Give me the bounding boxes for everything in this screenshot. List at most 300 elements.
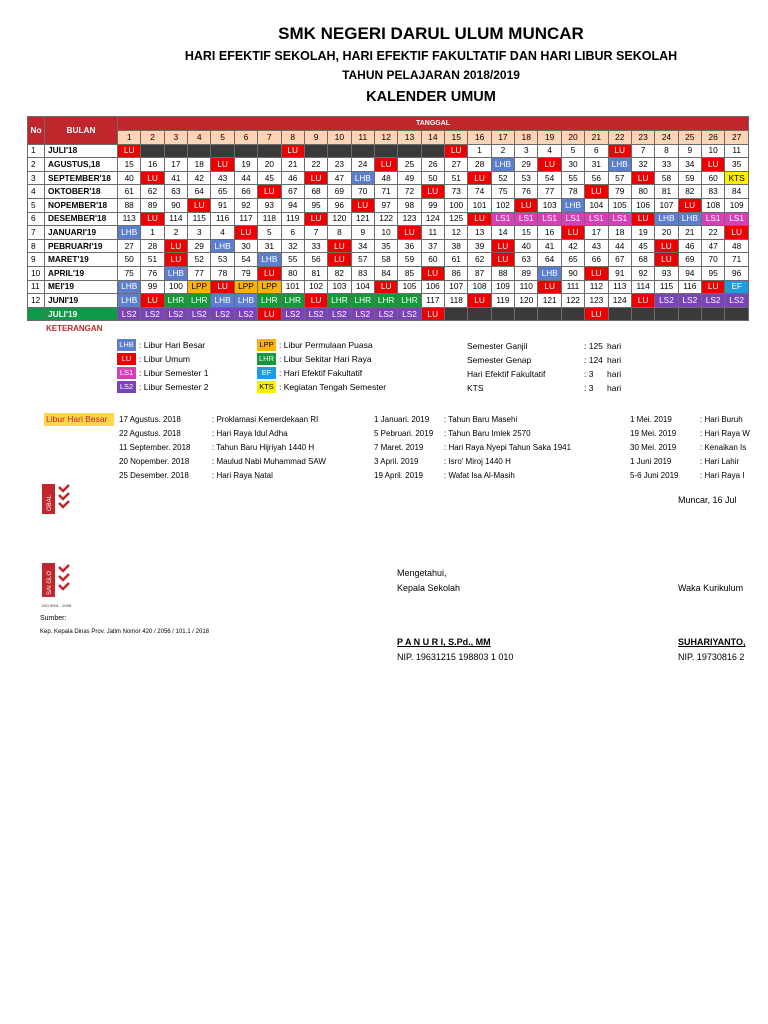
day-cell: 96 bbox=[328, 198, 351, 212]
month-name: MEI'19 bbox=[45, 280, 118, 294]
day-cell: 73 bbox=[445, 185, 468, 199]
day-cell: 9 bbox=[678, 144, 701, 158]
waka-name: SUHARIYANTO, bbox=[678, 637, 746, 647]
code-cell-lu: LU bbox=[188, 198, 211, 212]
empty-cell bbox=[351, 144, 374, 158]
code-cell-lu: LU bbox=[468, 212, 491, 226]
legend-text: : Libur Permulaan Puasa bbox=[279, 340, 373, 350]
empty-cell bbox=[491, 307, 514, 321]
day-cell: 107 bbox=[655, 198, 678, 212]
code-cell-lu: LU bbox=[304, 171, 327, 185]
day-cell: 118 bbox=[445, 294, 468, 308]
day-cell: 53 bbox=[211, 253, 234, 267]
month-row bbox=[28, 212, 749, 226]
legend-code: EF bbox=[257, 367, 276, 379]
day-cell: 93 bbox=[258, 198, 281, 212]
legend-code: LHR bbox=[258, 354, 274, 363]
code-cell-lu: LU bbox=[258, 266, 281, 280]
holiday-desc: : Hari Raya W bbox=[700, 429, 750, 438]
day-cell: 89 bbox=[515, 266, 538, 280]
day-header: 4 bbox=[188, 130, 211, 144]
day-cell: 76 bbox=[141, 266, 164, 280]
day-cell: 63 bbox=[164, 185, 187, 199]
day-cell: 3 bbox=[188, 226, 211, 240]
waka-nip: NIP. 19730816 2 bbox=[678, 652, 745, 662]
day-cell: 72 bbox=[398, 185, 421, 199]
day-cell: 60 bbox=[701, 171, 724, 185]
day-cell: 45 bbox=[258, 171, 281, 185]
month-name: JUNI'19 bbox=[45, 294, 118, 308]
day-cell: 51 bbox=[445, 171, 468, 185]
day-header: 20 bbox=[561, 130, 584, 144]
holiday-date: 1 Mei. 2019 bbox=[630, 415, 672, 424]
day-cell: 30 bbox=[234, 239, 257, 253]
day-cell: 65 bbox=[211, 185, 234, 199]
day-header: 16 bbox=[468, 130, 491, 144]
legend-text: : Kegiatan Tengah Semester bbox=[279, 382, 387, 392]
code-cell-lu: LU bbox=[561, 226, 584, 240]
day-cell: 74 bbox=[468, 185, 491, 199]
source-text: Kep. Kepala Dinas Prov. Jatim Nomor 420 / 2056 / 101.1 / 2018 bbox=[40, 629, 209, 635]
holiday-desc: : Wafat Isa Al-Masih bbox=[444, 471, 515, 480]
code-cell-lu: LU bbox=[374, 280, 397, 294]
day-header: 2 bbox=[141, 130, 164, 144]
day-cell: 79 bbox=[234, 266, 257, 280]
code-cell-lu: LU bbox=[398, 226, 421, 240]
holiday-desc: : Hari Raya Nyepi Tahun Saka 1941 bbox=[444, 443, 572, 452]
day-cell: 88 bbox=[118, 198, 141, 212]
day-cell: 31 bbox=[585, 158, 608, 172]
holiday-date: 17 Agustus. 2018 bbox=[119, 415, 181, 424]
holiday-desc: : Kenaikan Is bbox=[700, 443, 747, 452]
empty-cell bbox=[211, 144, 234, 158]
empty-cell bbox=[468, 307, 491, 321]
day-cell: 46 bbox=[678, 239, 701, 253]
code-cell-lu: LU bbox=[141, 212, 164, 226]
iso-text: ISO 9001 : 2008 bbox=[42, 603, 72, 608]
holiday-desc: : Hari Raya I bbox=[700, 471, 745, 480]
empty-cell bbox=[701, 307, 724, 321]
legend-title: KETERANGAN bbox=[46, 324, 103, 333]
day-cell: 19 bbox=[631, 226, 654, 240]
day-cell: 19 bbox=[234, 158, 257, 172]
holiday-desc: : Hari Lahir bbox=[700, 457, 740, 466]
empty-cell bbox=[445, 307, 468, 321]
day-cell: 82 bbox=[328, 266, 351, 280]
day-cell: 76 bbox=[515, 185, 538, 199]
day-header: 11 bbox=[351, 130, 374, 144]
code-cell-lu: LU bbox=[585, 266, 608, 280]
day-cell: 32 bbox=[281, 239, 304, 253]
code-cell-ls1: LS1 bbox=[491, 212, 514, 226]
day-cell: 84 bbox=[374, 266, 397, 280]
day-cell: 29 bbox=[188, 239, 211, 253]
code-cell-lhr: LHR bbox=[188, 294, 211, 308]
day-cell: 94 bbox=[281, 198, 304, 212]
day-cell: 10 bbox=[701, 144, 724, 158]
day-cell: 95 bbox=[701, 266, 724, 280]
month-row bbox=[28, 253, 749, 267]
empty-cell bbox=[725, 307, 749, 321]
code-cell-ls2: LS2 bbox=[188, 307, 211, 321]
code-cell-lu: LU bbox=[678, 198, 701, 212]
day-cell: 70 bbox=[701, 253, 724, 267]
day-cell: 116 bbox=[211, 212, 234, 226]
code-cell-lu: LU bbox=[421, 185, 444, 199]
day-cell: 58 bbox=[655, 171, 678, 185]
legend-item bbox=[257, 381, 386, 393]
code-cell-lu: LU bbox=[304, 212, 327, 226]
code-cell-lhb: LHB bbox=[211, 294, 234, 308]
day-cell: 125 bbox=[445, 212, 468, 226]
code-cell-lu: LU bbox=[491, 253, 514, 267]
row-number: 10 bbox=[28, 266, 45, 280]
code-cell-ls2: LS2 bbox=[725, 294, 749, 308]
month-name: JULI'18 bbox=[45, 144, 118, 158]
code-cell-ls2: LS2 bbox=[328, 307, 351, 321]
day-cell: 45 bbox=[631, 239, 654, 253]
code-cell-lu: LU bbox=[631, 294, 654, 308]
legend-text: : Hari Efektif Fakultatif bbox=[279, 368, 363, 378]
day-cell: 101 bbox=[281, 280, 304, 294]
month-name: PEBRUARI'19 bbox=[45, 239, 118, 253]
day-cell: 64 bbox=[188, 185, 211, 199]
day-cell: 75 bbox=[491, 185, 514, 199]
day-cell: 1 bbox=[468, 144, 491, 158]
day-cell: 12 bbox=[445, 226, 468, 240]
day-cell: 109 bbox=[491, 280, 514, 294]
code-cell-lu: LU bbox=[538, 158, 561, 172]
day-cell: 124 bbox=[608, 294, 631, 308]
code-cell-lu: LU bbox=[631, 171, 654, 185]
day-cell: 69 bbox=[678, 253, 701, 267]
day-cell: 77 bbox=[538, 185, 561, 199]
code-cell-lu: LU bbox=[374, 158, 397, 172]
day-cell: 99 bbox=[141, 280, 164, 294]
day-cell: 60 bbox=[421, 253, 444, 267]
day-cell: 117 bbox=[421, 294, 444, 308]
code-cell-ls1: LS1 bbox=[701, 212, 724, 226]
code-cell-lu: LU bbox=[328, 239, 351, 253]
day-cell: 120 bbox=[515, 294, 538, 308]
day-cell: 57 bbox=[351, 253, 374, 267]
empty-cell bbox=[655, 307, 678, 321]
day-cell: 18 bbox=[608, 226, 631, 240]
holiday-date: 22 Agustus. 2018 bbox=[119, 429, 181, 438]
legend-item bbox=[117, 367, 208, 379]
day-header: 25 bbox=[678, 130, 701, 144]
holiday-date: 20 Nopember. 2018 bbox=[119, 457, 190, 466]
month-row bbox=[28, 226, 749, 240]
source-label: Sumber: bbox=[40, 615, 67, 622]
code-cell-lhb: LHB bbox=[234, 294, 257, 308]
day-cell: 33 bbox=[304, 239, 327, 253]
empty-cell bbox=[304, 144, 327, 158]
day-header: 12 bbox=[374, 130, 397, 144]
empty-cell bbox=[398, 144, 421, 158]
day-cell: 63 bbox=[515, 253, 538, 267]
day-cell: 80 bbox=[631, 185, 654, 199]
day-cell: 108 bbox=[701, 198, 724, 212]
day-header: 10 bbox=[328, 130, 351, 144]
day-cell: 43 bbox=[211, 171, 234, 185]
code-cell-lpp: LPP bbox=[188, 280, 211, 294]
day-cell: 38 bbox=[445, 239, 468, 253]
legend-text: : Libur Sekitar Hari Raya bbox=[279, 354, 372, 364]
day-cell: 58 bbox=[374, 253, 397, 267]
legend-text: : Libur Semester 2 bbox=[139, 382, 209, 392]
day-cell: 97 bbox=[374, 198, 397, 212]
semester-value: : 125 bbox=[584, 341, 603, 351]
day-cell: 118 bbox=[258, 212, 281, 226]
row-number: 11 bbox=[28, 280, 45, 294]
code-cell-lhr: LHR bbox=[164, 294, 187, 308]
day-cell: 28 bbox=[141, 239, 164, 253]
day-cell: 2 bbox=[164, 226, 187, 240]
month-row bbox=[28, 185, 749, 199]
day-cell: 32 bbox=[631, 158, 654, 172]
day-cell: 99 bbox=[421, 198, 444, 212]
day-cell: 84 bbox=[725, 185, 749, 199]
day-cell: 109 bbox=[725, 198, 749, 212]
empty-cell bbox=[631, 307, 654, 321]
day-cell: 10 bbox=[374, 226, 397, 240]
empty-cell bbox=[258, 144, 281, 158]
holiday-desc: : Isro' Miroj 1440 H bbox=[444, 457, 511, 466]
empty-cell bbox=[561, 307, 584, 321]
empty-cell bbox=[234, 144, 257, 158]
code-cell-lu: LU bbox=[631, 212, 654, 226]
code-cell-ls2: LS2 bbox=[701, 294, 724, 308]
code-cell-lu: LU bbox=[211, 280, 234, 294]
day-cell: 26 bbox=[421, 158, 444, 172]
legend-item bbox=[257, 339, 373, 351]
code-cell-ls1: LS1 bbox=[608, 212, 631, 226]
day-cell: 71 bbox=[725, 253, 749, 267]
code-cell-lhb: LHB bbox=[491, 158, 514, 172]
code-cell-lu: LU bbox=[515, 198, 538, 212]
day-cell: 51 bbox=[141, 253, 164, 267]
empty-cell bbox=[421, 144, 444, 158]
day-cell: 101 bbox=[468, 198, 491, 212]
day-cell: 82 bbox=[678, 185, 701, 199]
legend-code: LS1 bbox=[117, 367, 136, 379]
day-cell: 107 bbox=[445, 280, 468, 294]
code-cell-ls1: LS1 bbox=[725, 212, 749, 226]
semester-label: Semester Ganjil bbox=[467, 341, 528, 351]
day-cell: 31 bbox=[258, 239, 281, 253]
holiday-desc: : Hari Raya Idul Adha bbox=[212, 429, 288, 438]
day-header: 8 bbox=[281, 130, 304, 144]
month-name: DESEMBER'18 bbox=[45, 212, 118, 226]
day-cell: 18 bbox=[188, 158, 211, 172]
empty-cell bbox=[608, 307, 631, 321]
day-cell: 42 bbox=[188, 171, 211, 185]
code-cell-lu: LU bbox=[118, 144, 141, 158]
empty-cell bbox=[188, 144, 211, 158]
day-cell: 105 bbox=[608, 198, 631, 212]
day-cell: 78 bbox=[211, 266, 234, 280]
day-cell: 39 bbox=[468, 239, 491, 253]
holiday-desc: : Hari Raya Natal bbox=[212, 471, 273, 480]
school-year: TAHUN PELAJARAN 2018/2019 bbox=[342, 68, 520, 82]
semester-label: Hari Efektif Fakultatif bbox=[467, 369, 546, 379]
day-cell: 59 bbox=[678, 171, 701, 185]
holiday-date: 1 Juni 2019 bbox=[630, 457, 672, 466]
code-cell-ls2: LS2 bbox=[164, 307, 187, 321]
row-number: 6 bbox=[28, 212, 45, 226]
day-cell: 5 bbox=[258, 226, 281, 240]
day-cell: 83 bbox=[351, 266, 374, 280]
code-cell-lu: LU bbox=[211, 158, 234, 172]
day-header: 5 bbox=[211, 130, 234, 144]
code-cell-ls2: LS2 bbox=[398, 307, 421, 321]
day-cell: 59 bbox=[398, 253, 421, 267]
day-cell: 68 bbox=[304, 185, 327, 199]
code-cell-lu: LU bbox=[725, 226, 749, 240]
code-cell-ls2: LS2 bbox=[374, 307, 397, 321]
day-cell: 15 bbox=[118, 158, 141, 172]
day-cell: 98 bbox=[398, 198, 421, 212]
day-cell: 104 bbox=[585, 198, 608, 212]
day-cell: 77 bbox=[188, 266, 211, 280]
code-cell-lhb: LHB bbox=[118, 226, 141, 240]
day-header: 24 bbox=[655, 130, 678, 144]
semester-value: : 3 bbox=[584, 383, 594, 393]
school-title: SMK NEGERI DARUL ULUM MUNCAR bbox=[278, 24, 584, 43]
waka-kurikulum-text: Waka Kurikulum bbox=[678, 583, 744, 593]
code-cell-lu: LU bbox=[655, 239, 678, 253]
legend-item bbox=[257, 367, 362, 379]
global-logo-text: OBAL bbox=[47, 494, 53, 511]
code-cell-ls2: LS2 bbox=[141, 307, 164, 321]
holiday-label: Libur Hari Besar bbox=[44, 413, 114, 426]
day-cell: 115 bbox=[655, 280, 678, 294]
code-cell-lhb: LHB bbox=[258, 253, 281, 267]
code-cell-lu: LU bbox=[585, 307, 608, 321]
code-cell-ls2: LS2 bbox=[234, 307, 257, 321]
code-cell-ls2: LS2 bbox=[118, 307, 141, 321]
code-cell-lu: LU bbox=[141, 171, 164, 185]
day-cell: 62 bbox=[141, 185, 164, 199]
holiday-date: 25 Desember. 2018 bbox=[119, 471, 189, 480]
day-cell: 41 bbox=[538, 239, 561, 253]
day-cell: 114 bbox=[631, 280, 654, 294]
day-cell: 69 bbox=[328, 185, 351, 199]
code-cell-lu: LU bbox=[141, 294, 164, 308]
code-cell-lhb: LHB bbox=[211, 239, 234, 253]
col-bulan-header: BULAN bbox=[45, 117, 118, 145]
day-cell: 71 bbox=[374, 185, 397, 199]
day-cell: 11 bbox=[725, 144, 749, 158]
semester-unit: hari bbox=[607, 369, 622, 379]
holiday-date: 5 Pebruari. 2019 bbox=[374, 429, 434, 438]
day-cell: 36 bbox=[398, 239, 421, 253]
holiday-desc: : Proklamasi Kemerdekaan RI bbox=[212, 415, 319, 424]
code-cell-lu: LU bbox=[164, 239, 187, 253]
day-cell: 85 bbox=[398, 266, 421, 280]
holiday-desc: : Maulud Nabi Muhammad SAW bbox=[212, 457, 326, 466]
day-cell: 116 bbox=[678, 280, 701, 294]
month-name: JANUARI'19 bbox=[45, 226, 118, 240]
day-cell: 79 bbox=[608, 185, 631, 199]
day-cell: 117 bbox=[234, 212, 257, 226]
code-cell-lu: LU bbox=[445, 144, 468, 158]
day-cell: 48 bbox=[725, 239, 749, 253]
day-cell: 81 bbox=[304, 266, 327, 280]
day-cell: 102 bbox=[304, 280, 327, 294]
empty-cell bbox=[678, 307, 701, 321]
day-cell: 7 bbox=[304, 226, 327, 240]
code-cell-lpp: LPP bbox=[234, 280, 257, 294]
day-cell: 81 bbox=[655, 185, 678, 199]
code-cell-ls1: LS1 bbox=[585, 212, 608, 226]
day-cell: 54 bbox=[538, 171, 561, 185]
legend-code: LS2 bbox=[117, 381, 136, 393]
day-cell: 56 bbox=[304, 253, 327, 267]
month-name: MARET'19 bbox=[45, 253, 118, 267]
row-number: 2 bbox=[28, 158, 45, 172]
day-cell: 78 bbox=[561, 185, 584, 199]
day-cell: 33 bbox=[655, 158, 678, 172]
day-cell: 121 bbox=[351, 212, 374, 226]
semester-unit: hari bbox=[607, 355, 622, 365]
day-cell: 119 bbox=[491, 294, 514, 308]
day-header: 27 bbox=[725, 130, 749, 144]
holiday-date: 11 September. 2018 bbox=[119, 443, 191, 452]
day-header: 13 bbox=[398, 130, 421, 144]
day-cell: 6 bbox=[585, 144, 608, 158]
legend-text: : Libur Semester 1 bbox=[139, 368, 209, 378]
day-cell: 106 bbox=[421, 280, 444, 294]
code-cell-lhr: LHR bbox=[398, 294, 421, 308]
code-cell-ls2: LS2 bbox=[351, 307, 374, 321]
legend-text: : Libur Umum bbox=[139, 354, 191, 364]
month-name: NOPEMBER'18 bbox=[45, 198, 118, 212]
place-date: Muncar, 16 Jul bbox=[678, 495, 737, 505]
empty-cell bbox=[515, 307, 538, 321]
day-cell: 96 bbox=[725, 266, 749, 280]
day-cell: 66 bbox=[234, 185, 257, 199]
day-cell: 34 bbox=[678, 158, 701, 172]
col-tanggal-header: TANGGAL bbox=[118, 117, 749, 131]
semester-unit: hari bbox=[607, 383, 622, 393]
principal-name: P A N U R I, S.Pd., MM bbox=[397, 637, 491, 647]
empty-cell bbox=[328, 144, 351, 158]
month-row bbox=[28, 158, 749, 172]
code-cell-lhb: LHB bbox=[118, 280, 141, 294]
day-cell: 47 bbox=[328, 171, 351, 185]
legend-code: LPP bbox=[257, 339, 276, 351]
row-number: 12 bbox=[28, 294, 45, 308]
row-number: 8 bbox=[28, 239, 45, 253]
code-cell-lu: LU bbox=[701, 158, 724, 172]
sai-logo-text: SAI GLO bbox=[47, 570, 53, 595]
day-cell: 22 bbox=[701, 226, 724, 240]
day-cell: 40 bbox=[118, 171, 141, 185]
day-header: 1 bbox=[118, 130, 141, 144]
month-row bbox=[28, 171, 749, 185]
day-cell: 41 bbox=[164, 171, 187, 185]
code-cell-kts: KTS bbox=[725, 171, 749, 185]
code-cell-lu: LU bbox=[491, 239, 514, 253]
day-header: 26 bbox=[701, 130, 724, 144]
day-cell: 100 bbox=[445, 198, 468, 212]
table-header-row bbox=[28, 117, 749, 131]
code-cell-lhb: LHB bbox=[608, 158, 631, 172]
month-row bbox=[28, 144, 749, 158]
code-cell-lu: LU bbox=[608, 144, 631, 158]
